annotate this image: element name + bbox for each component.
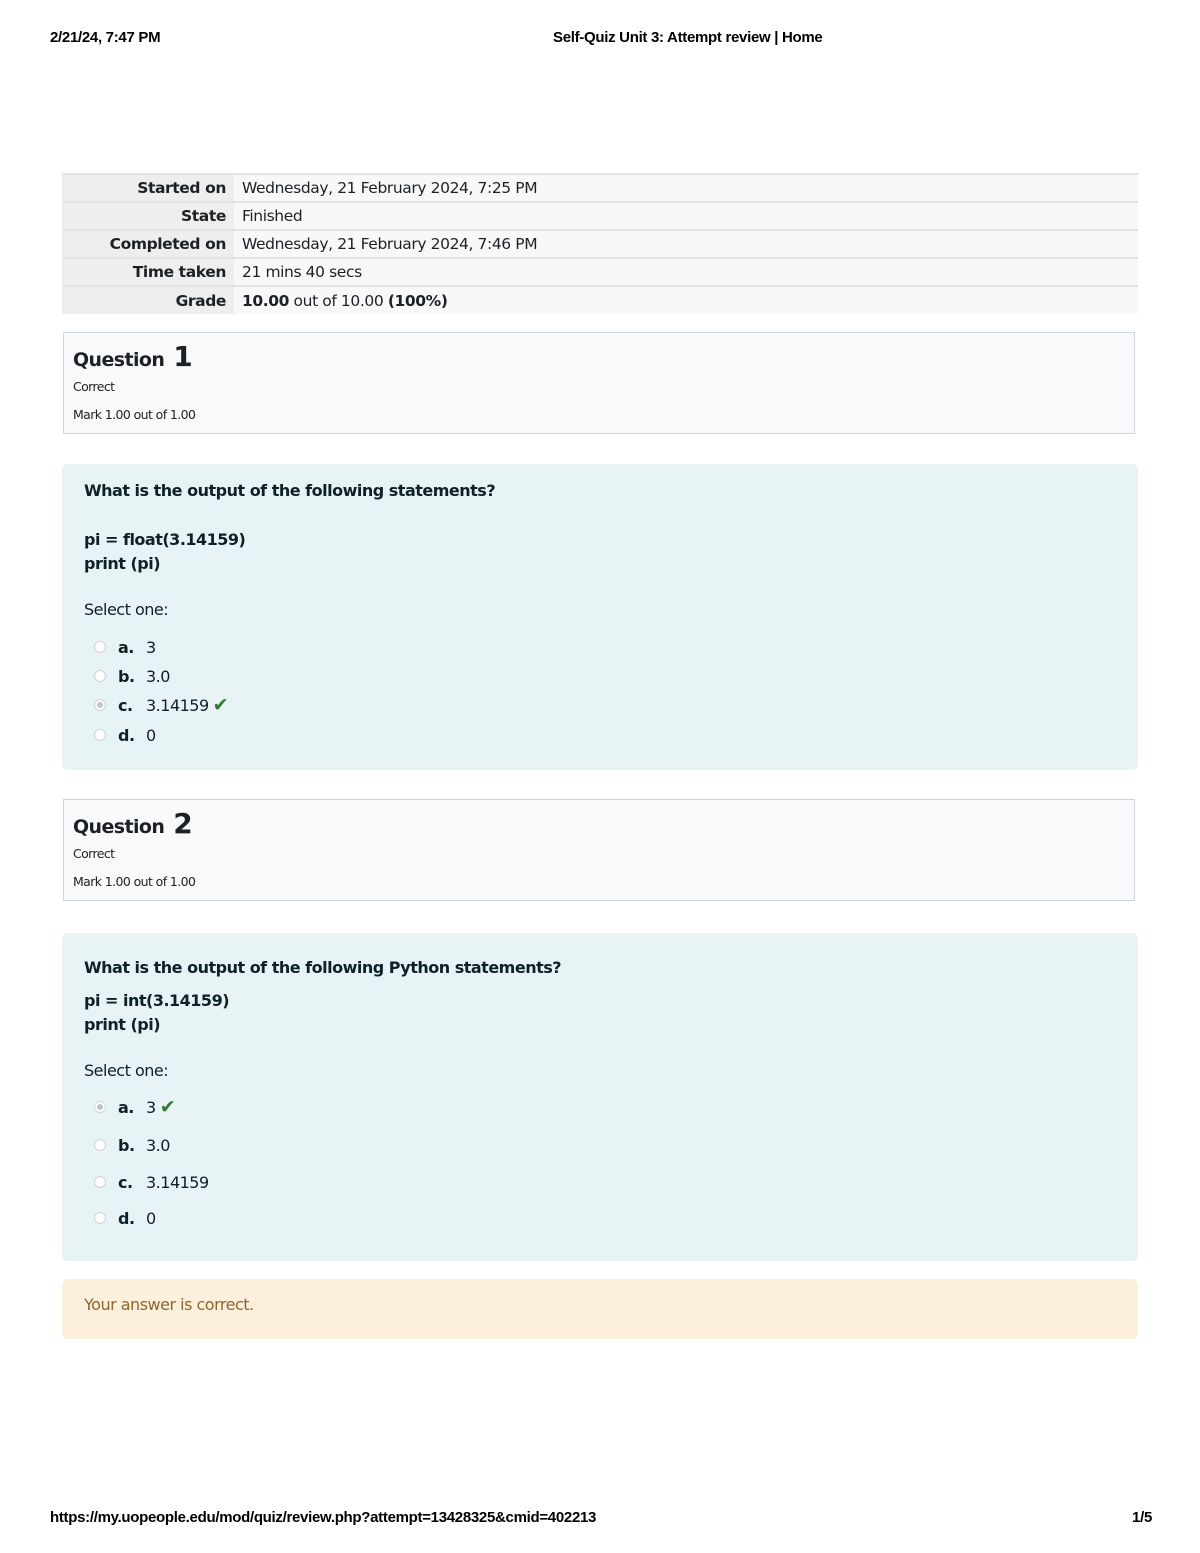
option-text: 0	[146, 1208, 156, 1228]
print-datetime: 2/21/24, 7:47 PM	[50, 29, 161, 46]
radio-button[interactable]	[94, 729, 106, 741]
radio-button[interactable]	[94, 670, 106, 682]
option-letter: c.	[118, 695, 133, 715]
question-title	[73, 339, 1125, 375]
grade-score: 10.00	[242, 291, 290, 310]
summary-label: State	[62, 202, 234, 230]
check-icon: ✔	[159, 1095, 176, 1118]
question-state: Correct	[73, 846, 115, 861]
option-text: 0	[146, 725, 156, 745]
summary-value: Wednesday, 21 February 2024, 7:25 PM	[234, 174, 1138, 202]
code-line: pi = float(3.14159)	[84, 530, 246, 549]
summary-row-grade	[62, 286, 1138, 314]
code-line: pi = int(3.14159)	[84, 991, 230, 1010]
question-1-content	[62, 464, 1138, 770]
print-page-title: Self-Quiz Unit 3: Attempt review | Home	[553, 29, 823, 46]
option-letter: a.	[118, 1097, 134, 1117]
option-text: 3.0	[146, 666, 170, 686]
answer-option-a[interactable]	[94, 636, 156, 658]
print-url: https://my.uopeople.edu/mod/quiz/review.php?attempt=13428325&cmid=402213	[50, 1509, 597, 1526]
summary-label: Completed on	[62, 230, 234, 258]
code-line: print (pi)	[84, 554, 160, 573]
summary-value: Wednesday, 21 February 2024, 7:46 PM	[234, 230, 1138, 258]
option-text: 3.0	[146, 1135, 170, 1155]
option-letter: b.	[118, 666, 135, 686]
answer-option-b[interactable]	[94, 665, 170, 687]
summary-row-started	[62, 174, 1138, 202]
option-letter: d.	[118, 725, 135, 745]
radio-button[interactable]	[94, 1212, 106, 1224]
answer-option-a[interactable]	[94, 1096, 175, 1118]
option-text: 3	[146, 1097, 156, 1117]
question-mark: Mark 1.00 out of 1.00	[73, 874, 196, 889]
question-number: 1	[173, 340, 193, 373]
option-letter: c.	[118, 1172, 133, 1192]
radio-button[interactable]	[94, 1139, 106, 1151]
question-prompt: What is the output of the following Python statements?	[84, 958, 562, 977]
option-text: 3.14159	[146, 695, 209, 715]
option-text: 3	[146, 637, 156, 657]
answer-option-d[interactable]	[94, 724, 156, 746]
select-one-label: Select one:	[84, 1061, 169, 1080]
option-letter: b.	[118, 1135, 135, 1155]
answer-option-c[interactable]	[94, 694, 228, 716]
code-line: print (pi)	[84, 1015, 160, 1034]
summary-row-time-taken	[62, 258, 1138, 286]
summary-row-completed	[62, 230, 1138, 258]
summary-row-state	[62, 202, 1138, 230]
question-state: Correct	[73, 379, 115, 394]
summary-value: Finished	[234, 202, 1138, 230]
print-page-number: 1/5	[1132, 1509, 1152, 1526]
summary-label: Started on	[62, 174, 234, 202]
summary-value	[234, 286, 1138, 314]
question-label: Question	[73, 349, 165, 371]
answer-option-b[interactable]	[94, 1134, 170, 1156]
question-title	[73, 806, 1125, 842]
radio-button[interactable]	[94, 641, 106, 653]
option-text: 3.14159	[146, 1172, 209, 1192]
option-letter: a.	[118, 637, 134, 657]
answer-option-c[interactable]	[94, 1171, 209, 1193]
radio-button-selected[interactable]	[94, 699, 106, 711]
print-header	[50, 29, 1152, 49]
grade-out-of: out of 10.00	[289, 291, 388, 310]
radio-button[interactable]	[94, 1176, 106, 1188]
question-2-info	[63, 799, 1135, 901]
radio-button-selected[interactable]	[94, 1101, 106, 1113]
summary-label: Time taken	[62, 258, 234, 286]
print-footer	[50, 1509, 1152, 1529]
question-prompt: What is the output of the following statements?	[84, 481, 496, 500]
question-mark: Mark 1.00 out of 1.00	[73, 407, 196, 422]
summary-label: Grade	[62, 286, 234, 314]
grade-percent: (100%)	[387, 291, 448, 310]
question-2-content	[62, 933, 1138, 1261]
question-number: 2	[173, 807, 193, 840]
select-one-label: Select one:	[84, 600, 169, 619]
summary-value: 21 mins 40 secs	[234, 258, 1138, 286]
attempt-summary-table	[62, 173, 1138, 314]
answer-option-d[interactable]	[94, 1207, 156, 1229]
question-1-info	[63, 332, 1135, 434]
question-label: Question	[73, 816, 165, 838]
option-letter: d.	[118, 1208, 135, 1228]
answer-feedback: Your answer is correct.	[62, 1279, 1138, 1339]
check-icon: ✔	[212, 693, 229, 716]
